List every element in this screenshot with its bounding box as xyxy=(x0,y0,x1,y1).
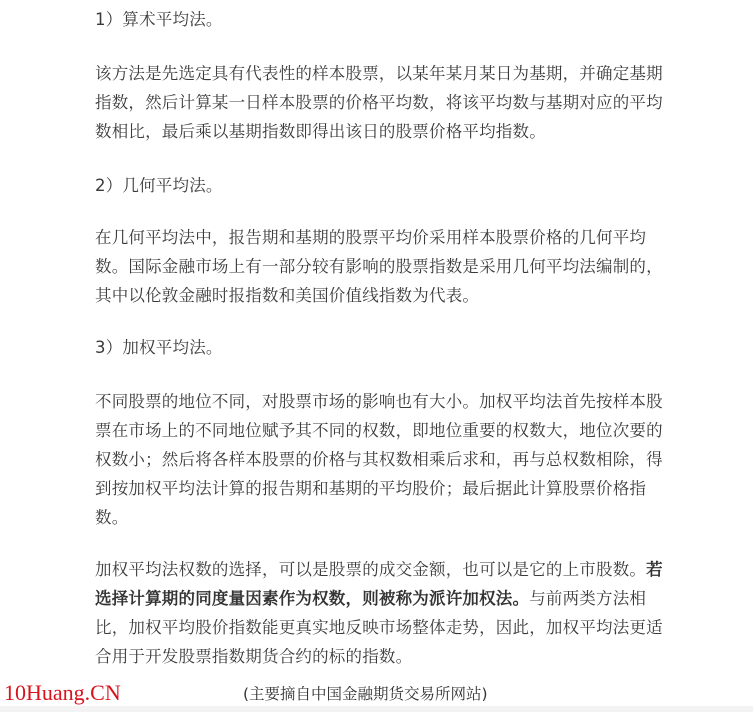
section-heading-geometric-mean: 2）几何平均法。 xyxy=(95,176,223,195)
paragraph-line: 不同股票的地位不同，对股票市场的影响也有大小。加权平均法首先按样本股 xyxy=(95,392,663,411)
paragraph-line: 该方法是先选定具有代表性的样本股票，以某年某月某日为基期，并确定基期 xyxy=(95,64,663,83)
paragraph-line: 在几何平均法中，报告期和基期的股票平均价采用样本股票价格的几何平均 xyxy=(95,228,647,247)
paragraph-line xyxy=(95,587,646,611)
paragraph-line xyxy=(95,558,663,582)
source-citation: (主要摘自中国金融期货交易所网站) xyxy=(243,685,488,703)
paragraph-line: 数。国际金融市场上有一部分较有影响的股票指数是采用几何平均法编制的， xyxy=(95,257,663,276)
paragraph-line: 数相比，最后乘以基期指数即得出该日的股票价格平均指数。 xyxy=(95,122,546,141)
paragraph-line: 权数小；然后将各样本股票的价格与其权数相乘后求和，再与总权数相除，得 xyxy=(95,450,663,469)
paragraph-line: 到按加权平均法计算的报告期和基期的平均股价；最后据此计算股票价格指 xyxy=(95,479,647,498)
paragraph-line: 指数，然后计算某一日样本股票的价格平均数，将该平均数与基期对应的平均 xyxy=(95,93,663,112)
emphasis-text: 选择计算期的同度量因素作为权数，则被称为派许加权法。 xyxy=(95,589,530,608)
paragraph-line: 票在市场上的不同地位赋予其不同的权数，即地位重要的权数大，地位次要的 xyxy=(95,421,663,440)
paragraph-text: 加权平均法权数的选择，可以是股票的成交金额，也可以是它的上市股数。 xyxy=(95,560,647,579)
paragraph-line: 其中以伦敦金融时报指数和美国价值线指数为代表。 xyxy=(95,286,480,305)
paragraph-line: 合用于开发股票指数期货合约的标的指数。 xyxy=(95,647,413,666)
paragraph-line: 比，加权平均股价指数能更真实地反映市场整体走势，因此，加权平均法更适 xyxy=(95,618,663,637)
section-heading-weighted-mean: 3）加权平均法。 xyxy=(95,338,223,357)
paragraph-line: 数。 xyxy=(95,508,129,527)
footer-divider xyxy=(0,706,753,712)
paragraph-text: 与前两类方法相 xyxy=(529,589,647,608)
section-heading-arithmetic-mean: 1）算术平均法。 xyxy=(95,10,223,29)
emphasis-text: 若 xyxy=(646,560,663,579)
site-watermark: 10Huang.CN xyxy=(4,680,121,705)
